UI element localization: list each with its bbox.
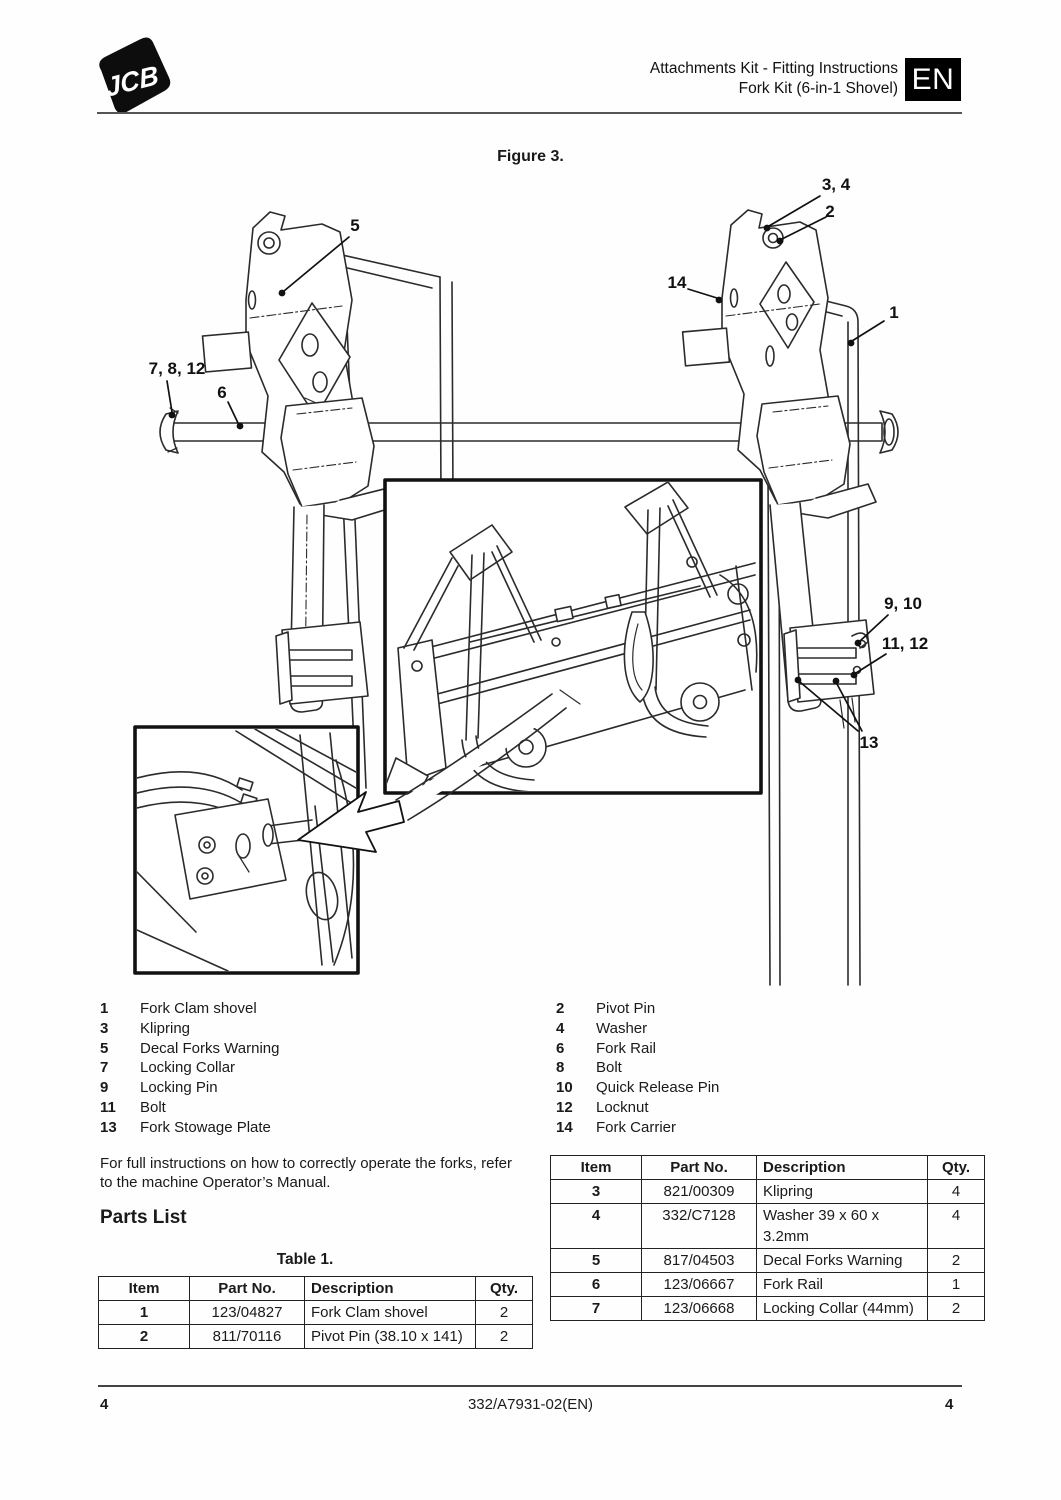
legend-num: 1 [100, 1000, 109, 1017]
legend-num: 6 [556, 1039, 565, 1057]
cell-qty: 1 [928, 1273, 985, 1297]
cell-qty: 2 [476, 1325, 533, 1349]
legend-num: 7 [100, 1059, 109, 1077]
parts-table-2 [550, 1155, 985, 1321]
legend-num: 11 [100, 1098, 116, 1116]
col-qty: Qty. [476, 1277, 533, 1301]
legend-item [556, 1039, 986, 1059]
col-part-no: Part No. [642, 1156, 757, 1180]
callout-13: 13 [859, 733, 879, 752]
legend-num: 12 [556, 1098, 573, 1116]
callout-9-10: 9, 10 [884, 594, 922, 613]
cell-part-no: 123/04827 [190, 1301, 305, 1325]
legend-desc: Locknut [596, 1098, 649, 1116]
footer-page-left: 4 [100, 1396, 109, 1413]
cell-qty: 2 [476, 1301, 533, 1325]
cell-item: 6 [551, 1273, 642, 1297]
callout-14: 14 [667, 273, 687, 292]
col-description: Description [305, 1277, 476, 1301]
cell-part-no: 332/C7128 [642, 1204, 757, 1249]
cell-item: 2 [99, 1325, 190, 1349]
footer-rule [98, 1385, 962, 1387]
cell-part-no: 123/06667 [642, 1273, 757, 1297]
legend-num: 14 [556, 1118, 573, 1136]
cell-description: Decal Forks Warning [757, 1249, 928, 1273]
col-description: Description [757, 1156, 928, 1180]
cell-description: Fork Rail [757, 1273, 928, 1297]
legend-item [556, 999, 986, 1019]
cell-qty: 2 [928, 1297, 985, 1321]
cell-qty: 4 [928, 1204, 985, 1249]
legend-left-column [100, 999, 530, 1138]
table-row [551, 1180, 985, 1204]
legend-item [556, 1118, 986, 1138]
legend-desc: Fork Rail [596, 1039, 657, 1057]
table1-caption: Table 1. [276, 1251, 334, 1268]
table-header-row [99, 1277, 533, 1301]
legend-item [100, 999, 530, 1019]
language-badge: EN [905, 58, 961, 101]
legend-num: 8 [556, 1059, 565, 1077]
legend-item [100, 1039, 530, 1059]
cell-description: Pivot Pin (38.10 x 141) [305, 1325, 476, 1349]
cell-description: Klipring [757, 1180, 928, 1204]
legend-item [100, 1098, 530, 1118]
callout-7-8-12: 7, 8, 12 [148, 359, 206, 378]
jcb-logo-text: JCB [103, 58, 161, 103]
legend-item [556, 1078, 986, 1098]
legend-num: 4 [556, 1019, 565, 1037]
parts-list-heading: Parts List [100, 1207, 187, 1228]
legend-desc: Bolt [596, 1059, 622, 1077]
header-rule [97, 112, 962, 114]
cell-qty: 4 [928, 1180, 985, 1204]
table-row [551, 1273, 985, 1297]
legend-desc: Bolt [140, 1098, 166, 1116]
legend-num: 3 [100, 1019, 109, 1037]
callout-11-12: 11, 12 [881, 634, 929, 653]
header-title-line2: Fork Kit (6-in-1 Shovel) [738, 80, 898, 97]
cell-part-no: 817/04503 [642, 1249, 757, 1273]
legend-desc: Decal Forks Warning [140, 1039, 280, 1057]
legend-desc: Fork Carrier [596, 1118, 677, 1136]
col-item: Item [551, 1156, 642, 1180]
note-paragraph: For full instructions on how to correctly operate the forks, refer to the machine Operator’s Manual. [100, 1155, 512, 1191]
col-item: Item [99, 1277, 190, 1301]
callout-2: 2 [825, 202, 835, 221]
cell-description: Washer 39 x 60 x 3.2mm [757, 1204, 928, 1249]
table-row [551, 1249, 985, 1273]
legend-item [100, 1118, 530, 1138]
legend-num: 5 [100, 1039, 109, 1057]
legend-desc: Pivot Pin [596, 1000, 656, 1017]
legend-desc: Fork Stowage Plate [140, 1118, 271, 1136]
legend-item [556, 1098, 986, 1118]
header-title [650, 59, 898, 99]
cell-part-no: 123/06668 [642, 1297, 757, 1321]
cell-qty: 2 [928, 1249, 985, 1273]
cell-item: 4 [551, 1204, 642, 1249]
legend-item [100, 1058, 530, 1078]
legend-num: 9 [100, 1079, 109, 1097]
callout-6: 6 [217, 383, 227, 402]
cell-item: 1 [99, 1301, 190, 1325]
parts-table-1 [98, 1276, 533, 1349]
jcb-logo [90, 36, 176, 120]
legend-desc: Klipring [140, 1019, 191, 1037]
callout-5: 5 [350, 216, 360, 235]
legend-num: 2 [556, 1000, 565, 1017]
cell-item: 7 [551, 1297, 642, 1321]
cell-description: Fork Clam shovel [305, 1301, 476, 1325]
table-row [551, 1297, 985, 1321]
col-part-no: Part No. [190, 1277, 305, 1301]
legend-num: 10 [556, 1079, 573, 1097]
legend-desc: Locking Collar [140, 1059, 236, 1077]
legend-desc: Washer [596, 1019, 648, 1037]
cell-part-no: 811/70116 [190, 1325, 305, 1349]
table-header-row [551, 1156, 985, 1180]
callout-1: 1 [889, 303, 899, 322]
callout-3-4: 3, 4 [821, 175, 851, 194]
footer-doc-ref: 332/A7931-02(EN) [467, 1396, 594, 1413]
legend-num: 13 [100, 1118, 117, 1136]
header-title-line1: Attachments Kit - Fitting Instructions [649, 60, 898, 77]
cell-part-no: 821/00309 [642, 1180, 757, 1204]
legend-desc: Fork Clam shovel [140, 1000, 257, 1017]
figure-diagram [0, 170, 1061, 995]
legend-item [100, 1019, 530, 1039]
legend-desc: Quick Release Pin [596, 1079, 720, 1097]
legend-right-column [556, 999, 986, 1138]
cell-item: 3 [551, 1180, 642, 1204]
table-row [551, 1204, 985, 1249]
legend-item [556, 1019, 986, 1039]
cell-item: 5 [551, 1249, 642, 1273]
legend-item [556, 1058, 986, 1078]
table-row [99, 1301, 533, 1325]
footer-page-right: 4 [945, 1396, 954, 1413]
legend-desc: Locking Pin [140, 1079, 218, 1097]
table-row [99, 1325, 533, 1349]
cell-description: Locking Collar (44mm) [757, 1297, 928, 1321]
legend-item [100, 1078, 530, 1098]
col-qty: Qty. [928, 1156, 985, 1180]
figure-caption: Figure 3. [497, 148, 564, 165]
